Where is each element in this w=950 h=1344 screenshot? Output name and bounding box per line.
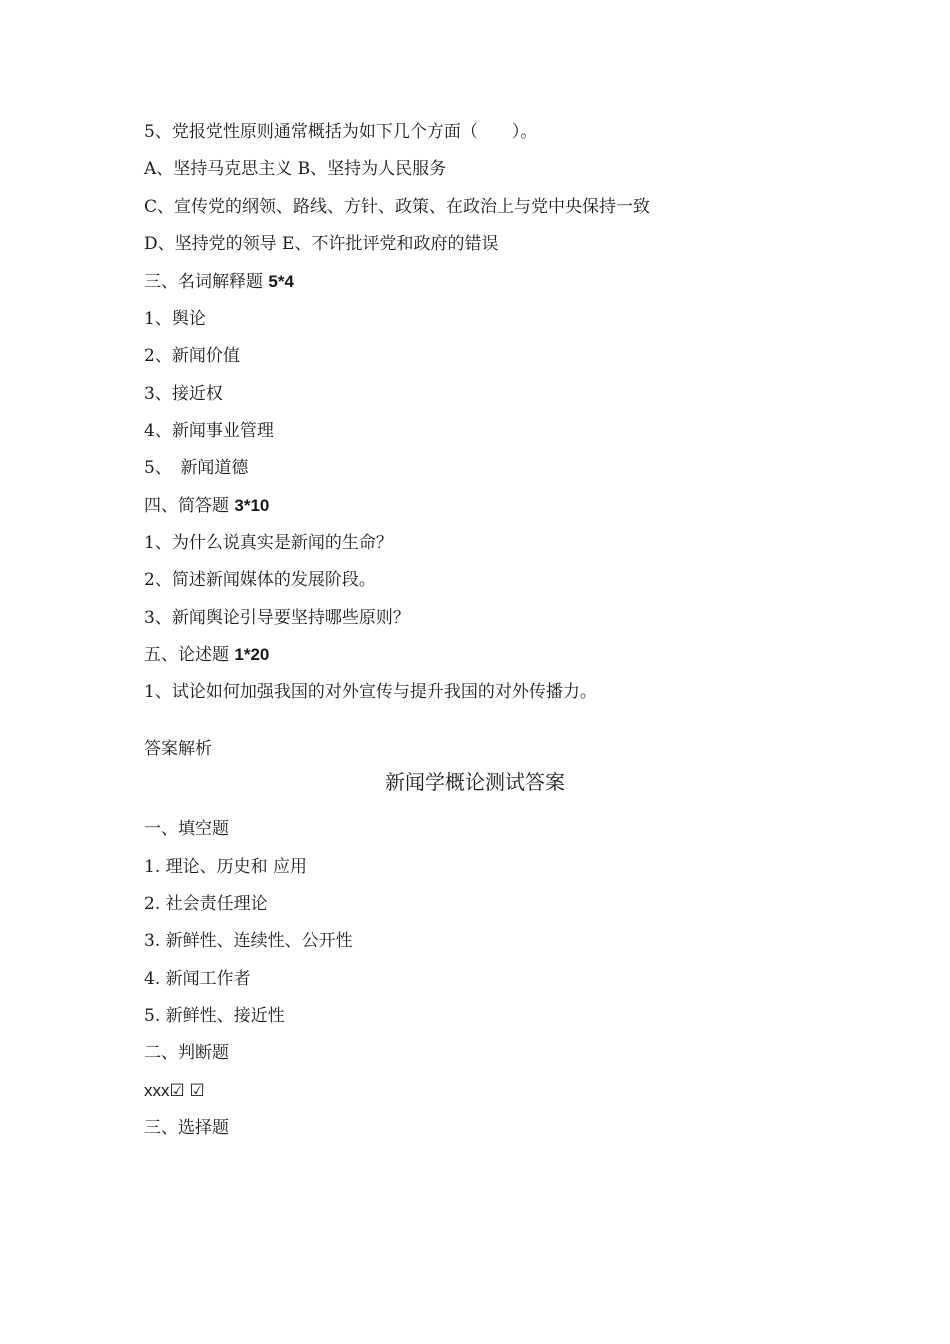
short-answer-item: 3、新闻舆论引导要坚持哪些原则？ [144, 608, 410, 628]
question-5-stem: 5、党报党性原则通常概括为如下几个方面（ ）。 [144, 122, 538, 142]
section-3-heading-text: 三、名词解释题 [144, 272, 269, 292]
fill-answer-item: 3. 新鲜性、连续性、公开性 [144, 931, 353, 951]
section-3-score: 5*4 [268, 272, 294, 291]
essay-item: 1、试论如何加强我国的对外宣传与提升我国的对外传播力。 [144, 682, 597, 702]
fill-heading: 一、填空题 [144, 819, 229, 839]
judge-answers: xxx☑ ☑ [144, 1081, 205, 1100]
fill-answer-item: 2. 社会责任理论 [144, 894, 268, 914]
section-5-heading [144, 643, 269, 667]
short-answer-item: 1、为什么说真实是新闻的生命？ [144, 533, 393, 553]
fill-answer-item: 1. 理论、历史和 应用 [144, 857, 308, 877]
section-5-score: 1*20 [234, 645, 270, 664]
term-item: 1、舆论 [144, 309, 206, 329]
term-item: 3、接近权 [144, 384, 223, 404]
question-5-option-c: C、宣传党的纲领、路线、方针、政策、在政治上与党中央保持一致 [144, 197, 651, 217]
answers-label: 答案解析 [144, 739, 212, 759]
answers-title: 新闻学概论测试答案 [385, 770, 565, 794]
term-item: 2、新闻价值 [144, 346, 240, 366]
choice-heading: 三、选择题 [144, 1118, 229, 1138]
question-5-options-ab: A、坚持马克思主义 B、坚持为人民服务 [144, 159, 447, 179]
judge-heading: 二、判断题 [144, 1043, 229, 1063]
section-5-heading-text: 五、论述题 [144, 645, 235, 665]
short-answer-item: 2、简述新闻媒体的发展阶段。 [144, 570, 376, 590]
question-5-options-de: D、坚持党的领导 E、不许批评党和政府的错误 [144, 234, 499, 254]
section-4-heading [144, 494, 269, 518]
fill-answer-item: 4. 新闻工作者 [144, 969, 251, 989]
term-item: 5、 新闻道德 [144, 458, 249, 478]
section-4-score: 3*10 [234, 496, 270, 515]
section-3-heading [144, 270, 294, 294]
fill-answer-item: 5. 新鲜性、接近性 [144, 1006, 285, 1026]
section-4-heading-text: 四、简答题 [144, 496, 235, 516]
term-item: 4、新闻事业管理 [144, 421, 274, 441]
